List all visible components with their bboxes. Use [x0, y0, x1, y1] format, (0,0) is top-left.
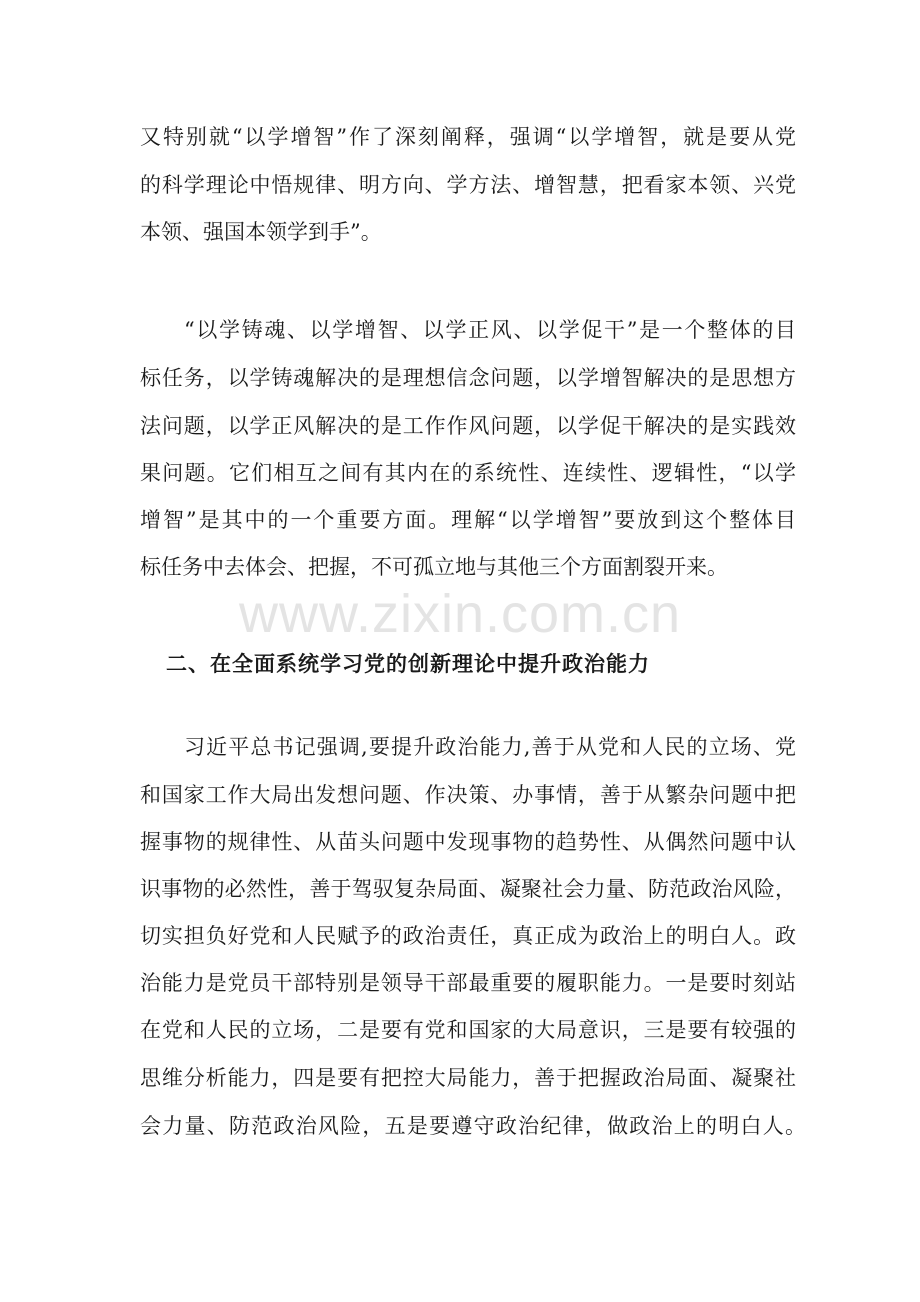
text-line: 本领、强国本领学到手”。	[140, 220, 382, 244]
text-line: 和国家工作大局出发想问题、作决策、办事情，善于从繁杂问题中把	[140, 783, 796, 807]
watermark: www.zixin.com.cn	[238, 584, 682, 644]
text-line: 在党和人民的立场，二是要有党和国家的大局意识，三是要有较强的	[140, 1018, 796, 1042]
text-line: 又特别就“以学增智”作了深刻阐释，强调“以学增智，就是要从党	[140, 125, 796, 149]
text-line: 治能力是党员干部特别是领导干部最重要的履职能力。一是要时刻站	[140, 971, 796, 995]
text-line: 法问题，以学正风解决的是工作作风问题，以学促干解决的是实践效	[140, 414, 796, 438]
section-heading: 二、在全面系统学习党的创新理论中提升政治能力	[166, 652, 650, 676]
text-line: 识事物的必然性，善于驾驭复杂局面、凝聚社会力量、防范政治风险，	[140, 877, 796, 901]
text-line: “以学铸魂、以学增智、以学正风、以学促干”是一个整体的目	[184, 318, 796, 342]
text-line: 切实担负好党和人民赋予的政治责任，真正成为政治上的明白人。政	[140, 924, 796, 948]
text-line: 会力量、防范政治风险，五是要遵守政治纪律，做政治上的明白人。	[140, 1114, 806, 1138]
text-line: 的科学理论中悟规律、明方向、学方法、增智慧，把看家本领、兴党	[140, 173, 796, 197]
text-line: 增智”是其中的一个重要方面。理解“以学增智”要放到这个整体目	[140, 508, 796, 532]
text-line: 标任务，以学铸魂解决的是理想信念问题，以学增智解决的是思想方	[140, 366, 796, 390]
text-line: 习近平总书记强调,要提升政治能力,善于从党和人民的立场、党	[184, 735, 796, 759]
text-line: 果问题。它们相互之间有其内在的系统性、连续性、逻辑性，“以学	[140, 461, 796, 485]
text-line: 握事物的规律性、从苗头问题中发现事物的趋势性、从偶然问题中认	[140, 830, 796, 854]
text-line: 标任务中去体会、把握，不可孤立地与其他三个方面割裂开来。	[140, 555, 728, 579]
text-line: 思维分析能力，四是要有把控大局能力，善于把握政治局面、凝聚社	[140, 1066, 796, 1090]
